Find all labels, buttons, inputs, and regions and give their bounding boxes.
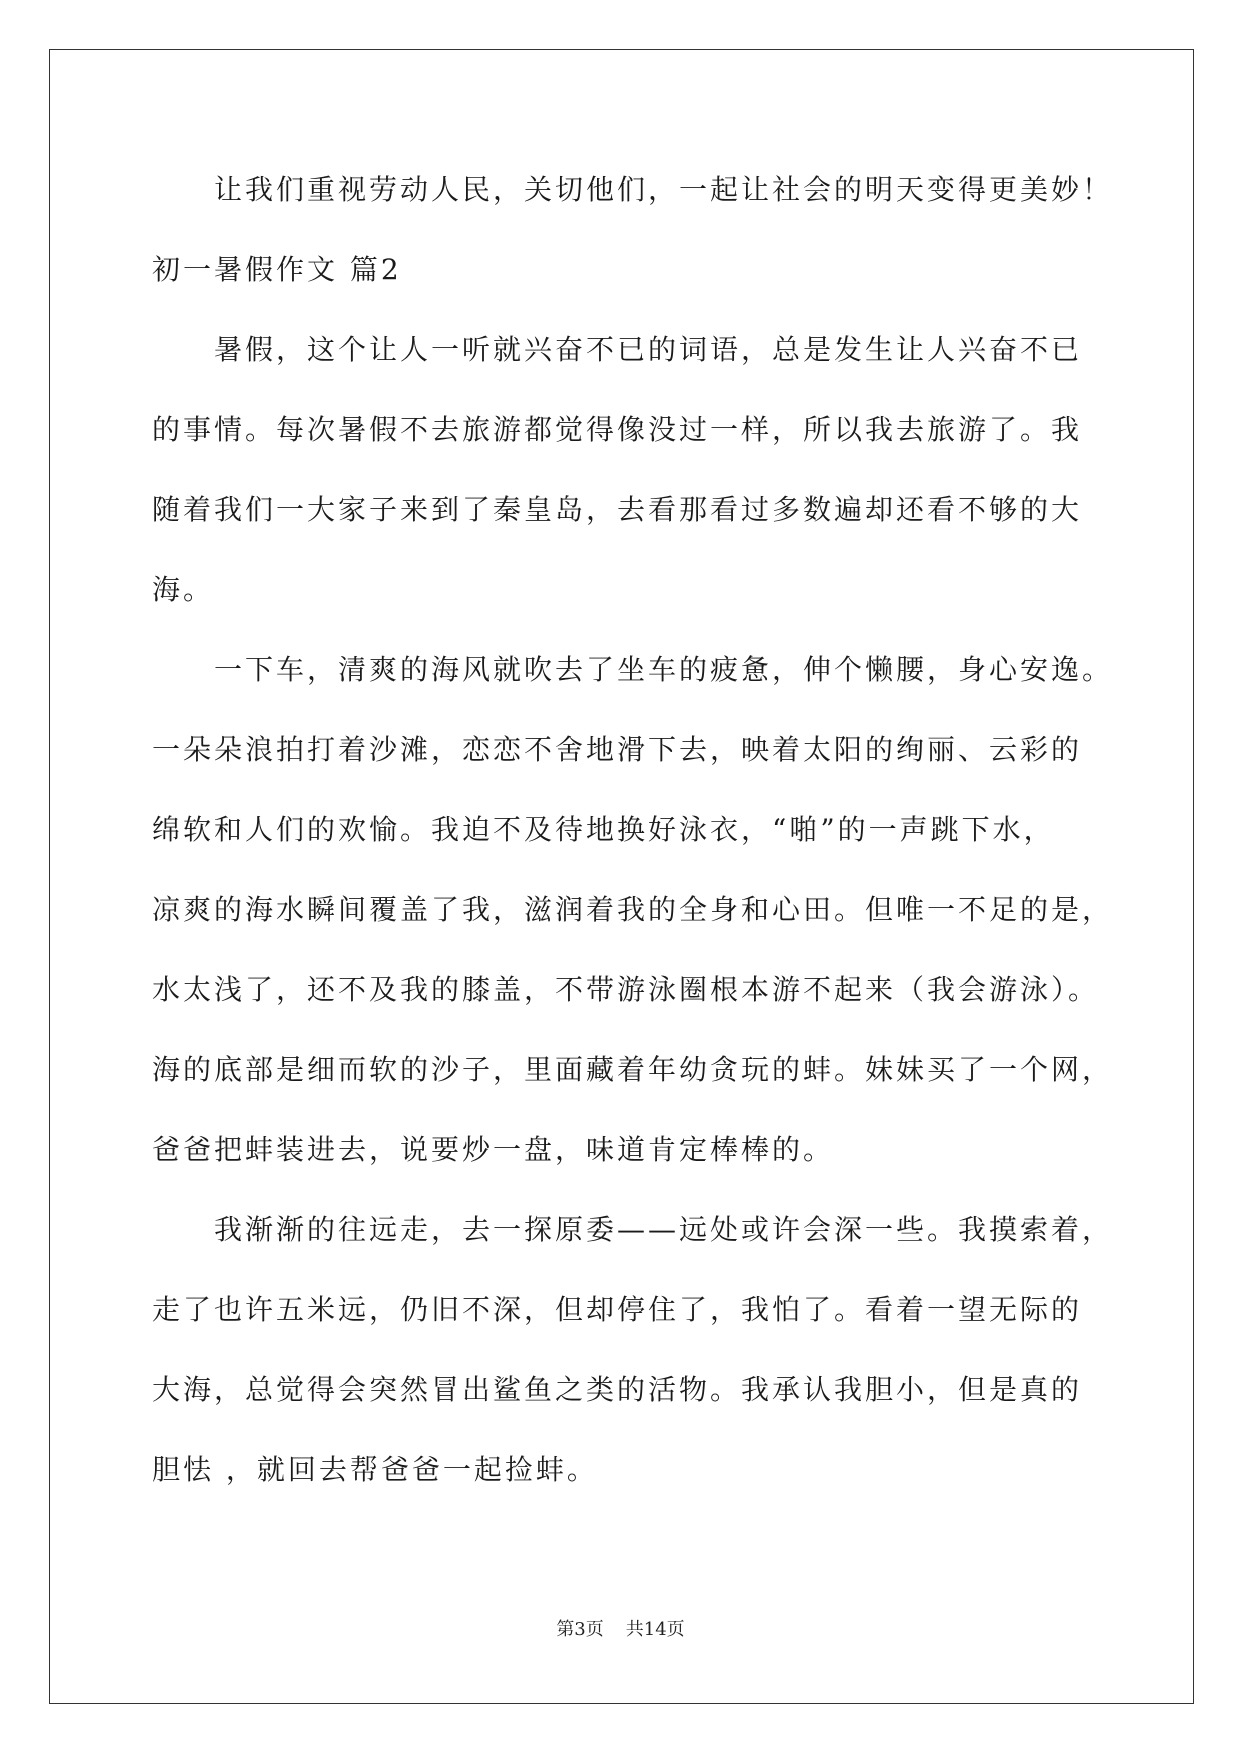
paragraph-line: 暑假，这个让人一听就兴奋不已的词语，总是发生让人兴奋不已	[214, 333, 1083, 366]
paragraph-line: 一下车，清爽的海风就吹去了坐车的疲惫，伸个懒腰，身心安逸。	[214, 653, 1114, 686]
paragraph-line: 海的底部是细而软的沙子，里面藏着年幼贪玩的蚌。妹妹买了一个网，	[152, 1053, 1114, 1086]
page-total: 共14页	[625, 1619, 685, 1640]
paragraph-line: 绵软和人们的欢愉。我迫不及待地换好泳衣，“啪”的一声跳下水，	[152, 813, 1055, 846]
paragraph-line: 随着我们一大家子来到了秦皇岛，去看那看过多数遍却还看不够的大	[152, 493, 1083, 526]
paragraph-line: 我渐渐的往远走，去一探原委——远处或许会深一些。我摸索着，	[214, 1213, 1114, 1246]
paragraph-line: 走了也许五米远，仍旧不深，但却停住了，我怕了。看着一望无际的	[152, 1293, 1083, 1326]
paragraph-line: 一朵朵浪拍打着沙滩，恋恋不舍地滑下去，映着太阳的绚丽、云彩的	[152, 733, 1083, 766]
paragraph-line: 胆怯 ，就回去帮爸爸一起捡蚌。	[152, 1453, 598, 1486]
section-heading: 初一暑假作文 篇2	[152, 253, 402, 286]
paragraph-line: 爸爸把蚌装进去，说要炒一盘，味道肯定棒棒的。	[152, 1133, 835, 1166]
page-footer	[0, 1617, 1241, 1643]
paragraph-line: 海。	[152, 573, 215, 606]
paragraph-line: 让我们重视劳动人民，关切他们，一起让社会的明天变得更美妙！	[214, 173, 1114, 206]
page-number: 第3页	[556, 1619, 604, 1640]
paragraph-line: 大海，总觉得会突然冒出鲨鱼之类的活物。我承认我胆小，但是真的	[152, 1373, 1083, 1406]
paragraph-line: 的事情。每次暑假不去旅游都觉得像没过一样，所以我去旅游了。我	[152, 413, 1083, 446]
paragraph-line: 水太浅了，还不及我的膝盖，不带游泳圈根本游不起来（我会游泳）。	[152, 973, 1100, 1006]
paragraph-line: 凉爽的海水瞬间覆盖了我，滋润着我的全身和心田。但唯一不足的是，	[152, 893, 1114, 926]
